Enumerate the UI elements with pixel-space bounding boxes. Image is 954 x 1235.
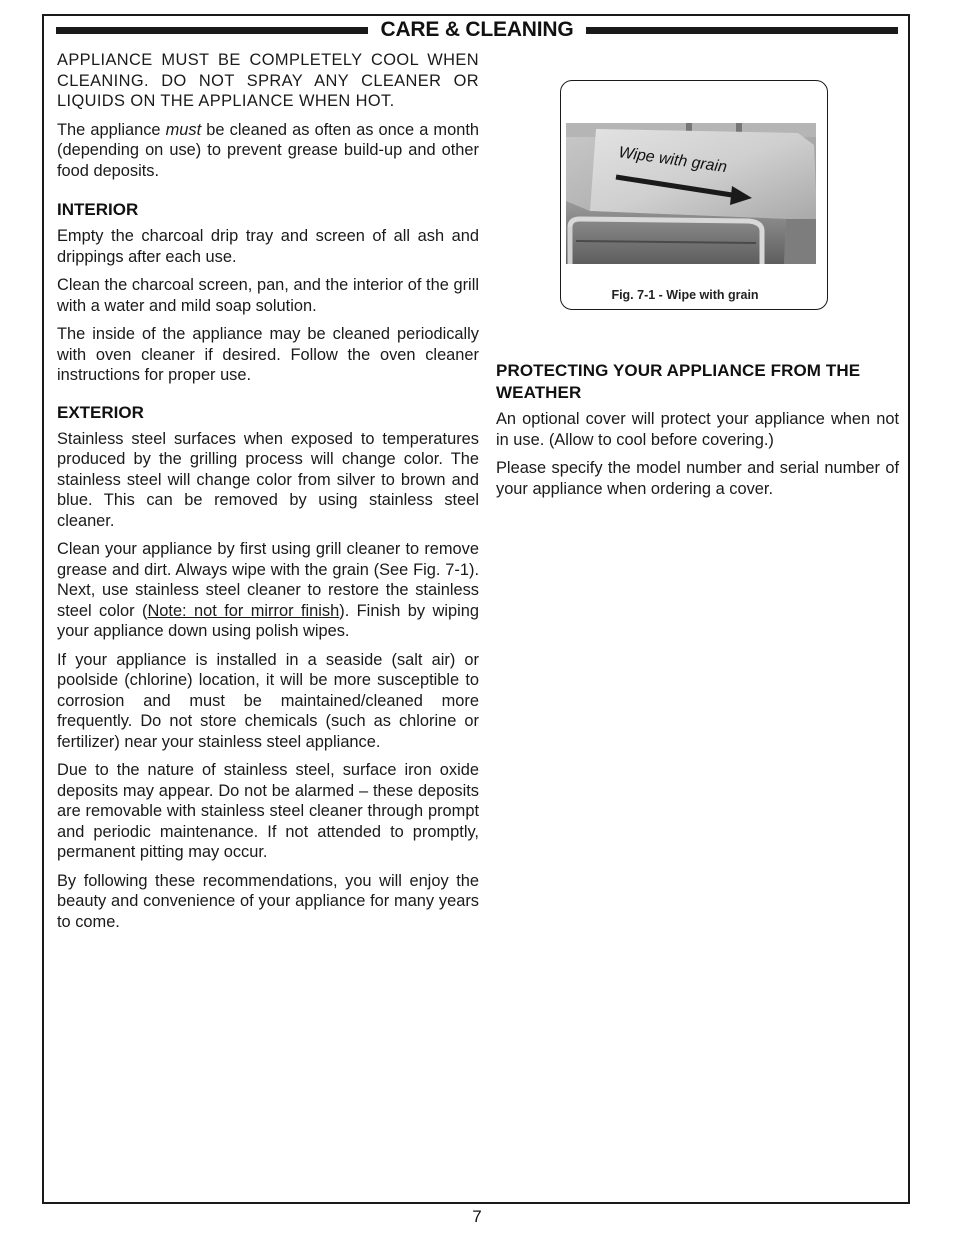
section-header: [56, 16, 898, 44]
page-title: CARE & CLEANING: [380, 18, 574, 41]
interior-paragraph: Empty the charcoal drip tray and screen of all ash and drippings after each use.: [57, 227, 479, 266]
interior-heading: INTERIOR: [57, 200, 139, 219]
exterior-paragraph: If your appliance is installed in a seaside (salt air) or poolside (chlorine) location, it will be more susceptible to corrosion and must be maintained/cleaned more frequently. Do not store chemicals (such as chlorine or fertilizer) near your stainless steel appliance.: [57, 650, 479, 751]
intro-emphasis: must: [165, 120, 202, 139]
intro-text-after: be cleaned as often as once a month (depending on use) to prevent grease build-up and other food deposits.: [57, 120, 479, 180]
figure-7-1: [560, 80, 828, 310]
exterior-p2-after: ). Finish by wiping your appliance down using polish wipes.: [57, 601, 479, 640]
intro-text-before: The appliance: [57, 120, 166, 139]
mirror-finish-note: Note: not for mirror finish: [147, 601, 340, 620]
intro-paragraph: [57, 120, 479, 182]
cool-warning: APPLIANCE MUST BE COMPLETELY COOL WHEN CLEANING. DO NOT SPRAY ANY CLEANER OR LIQUIDS ON THE APPLIANCE WHEN HOT.: [57, 51, 479, 110]
exterior-paragraph: By following these recommendations, you will enjoy the beauty and convenience of your appliance for many years to come.: [57, 871, 479, 931]
exterior-paragraph: [57, 539, 479, 642]
interior-paragraph: The inside of the appliance may be cleaned periodically with oven cleaner if desired. Follow the oven cleaner instructions for proper use.: [57, 325, 479, 384]
figure-caption: Fig. 7-1 - Wipe with grain: [611, 288, 759, 302]
wipe-with-grain-photo: [566, 123, 816, 264]
interior-paragraph: Clean the charcoal screen, pan, and the interior of the grill with a water and mild soap solution.: [57, 276, 479, 315]
weather-paragraph: An optional cover will protect your appliance when not in use. (Allow to cool before covering.): [496, 410, 899, 449]
wipe-with-grain-label: Wipe with grain: [617, 144, 728, 177]
page-number: 7: [472, 1207, 482, 1226]
exterior-p2-before: Clean your appliance by first using grill cleaner to remove grease and dirt. Always wipe with the grain (See Fig. 7-1). Next, use stainless steel cleaner to restore the stainless steel color (: [57, 540, 479, 620]
exterior-heading: EXTERIOR: [57, 402, 144, 422]
weather-heading: PROTECTING YOUR APPLIANCE FROM THE WEATHER: [496, 361, 861, 402]
exterior-paragraph: Due to the nature of stainless steel, surface iron oxide deposits may appear. Do not be alarmed – these deposits are removable with stainless steel cleaner through prompt and periodic maintenance. If not attended to promptly, permanent pitting may occur.: [57, 761, 479, 861]
exterior-paragraph: Stainless steel surfaces when exposed to temperatures produced by the grilling process will change color. The stainless steel will change color from silver to brown and blue. This can be removed by using stainless steel cleaner.: [57, 429, 479, 530]
weather-paragraph: Please specify the model number and serial number of your appliance when ordering a cover.: [496, 459, 899, 498]
right-column: [496, 360, 899, 507]
header-rule-right: [586, 27, 898, 34]
left-column: [57, 50, 479, 940]
header-rule-left: [56, 27, 368, 34]
